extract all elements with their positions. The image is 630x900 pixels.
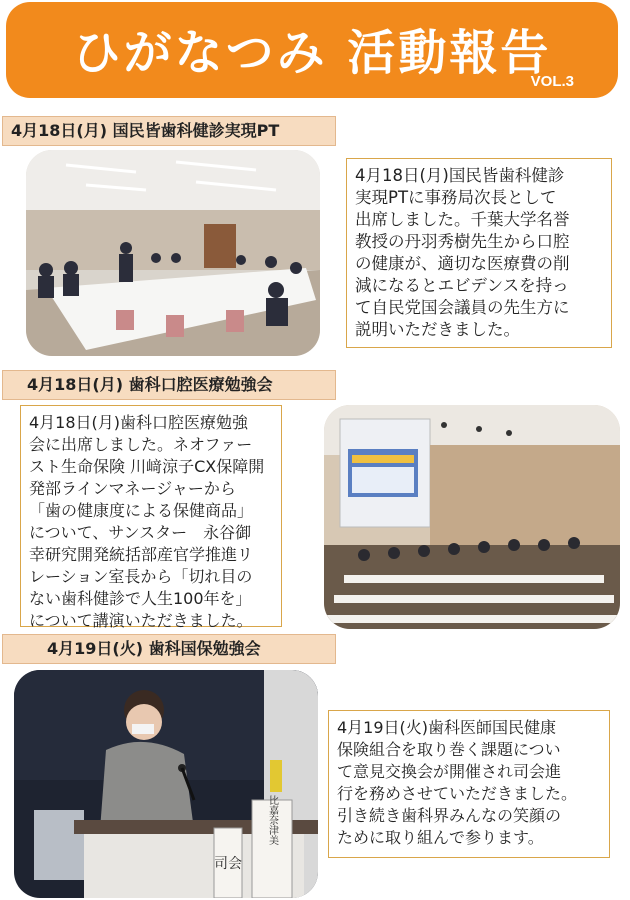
section-2-text: 4月18日(月)歯科口腔医療勉強 会に出席しました。ネオファー スト生命保険 川﨑涼子CX保障開 発部ラインマネージャーから 「歯の健康度による保健商品」 について、サンスター 永谷御 幸研究開発統括部産官学推進リ レーション室長から「切れ目の ない歯科健診で人生100年を」 について講演いただきました。 xyxy=(20,405,282,627)
nameplate-role: 司会 xyxy=(214,856,242,872)
nameplate-name: 比嘉奈津美 xyxy=(266,795,278,845)
section-3-heading: 4月19日(火) 歯科国保勉強会 xyxy=(2,634,336,664)
header-banner xyxy=(6,2,618,98)
section-3-text: 4月19日(火)歯科医師国民健康 保険組合を取り巻く課題につい て意見交換会が開催され司会進 行を務めさせていただきました。 引き続き歯科界みんなの笑顔の ために取り組んで参ります。 xyxy=(328,710,610,858)
section-2-photo xyxy=(324,405,620,629)
section-2-heading: 4月18日(月) 歯科口腔医療勉強会 xyxy=(2,370,336,400)
section-3-photo xyxy=(14,670,318,898)
volume-label: VOL.3 xyxy=(530,73,574,90)
section-1-photo xyxy=(26,150,320,356)
page-title: ひがなつみ 活動報告 xyxy=(72,25,552,81)
section-1-text: 4月18日(月)国民皆歯科健診 実現PTに事務局次長として 出席しました。千葉大学名誉 教授の丹羽秀樹先生から口腔 の健康が、適切な医療費の削 減になるとエビデンスを持っ て自民党国会議員の先生方に 説明いただきました。 xyxy=(346,158,612,348)
section-1-heading: 4月18日(月) 国民皆歯科健診実現PT xyxy=(2,116,336,146)
